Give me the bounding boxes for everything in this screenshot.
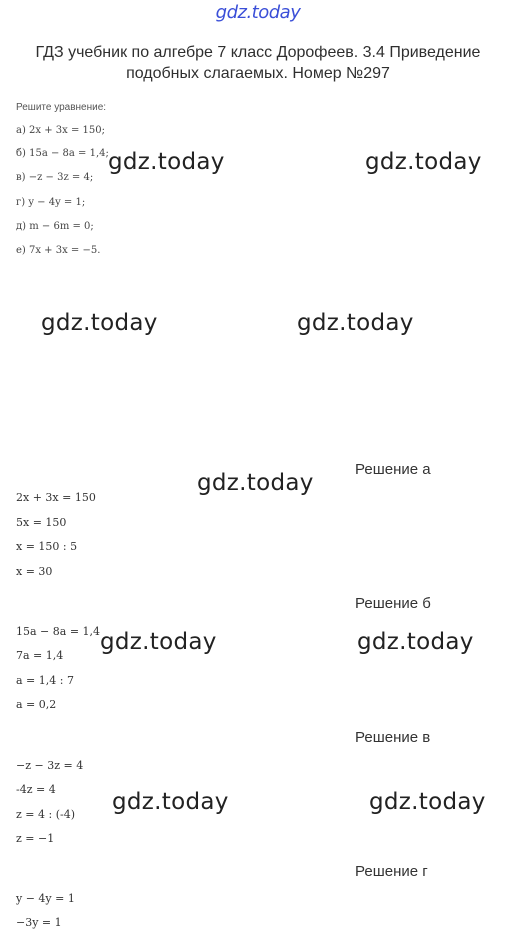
solution-v-line: z = 4 : (-4): [16, 808, 76, 821]
solution-g-line: y − 4y = 1: [16, 892, 75, 905]
solution-b-line: a = 0,2: [16, 698, 57, 711]
watermark: gdz.today: [108, 149, 225, 175]
watermark: gdz.today: [357, 629, 474, 655]
solution-header-g: Решение г: [355, 863, 428, 880]
task-intro: Решите уравнение:: [16, 102, 107, 113]
watermark: gdz.today: [197, 470, 314, 496]
solution-a-line: 5x = 150: [16, 516, 67, 529]
task-item-v: в) −z − 3z = 4;: [16, 172, 94, 183]
solution-g-line: −3y = 1: [16, 916, 62, 929]
task-item-a: а) 2x + 3x = 150;: [16, 125, 105, 136]
watermark: gdz.today: [365, 149, 482, 175]
task-item-b: б) 15a − 8a = 1,4;: [16, 148, 109, 159]
solution-b-line: a = 1,4 : 7: [16, 674, 74, 687]
solution-header-v: Решение в: [355, 729, 431, 746]
solution-v-line: -4z = 4: [16, 783, 56, 796]
solution-header-a: Решение а: [355, 461, 431, 478]
watermark: gdz.today: [297, 310, 414, 336]
task-item-g: г) y − 4y = 1;: [16, 197, 86, 208]
page-title: ГДЗ учебник по алгебре 7 класс Дорофеев. 3.4 Приведение подобных слагаемых. Номер №297: [35, 44, 481, 82]
solution-b-line: 7a = 1,4: [16, 649, 64, 662]
task-item-d: д) m − 6m = 0;: [16, 221, 94, 232]
watermark: gdz.today: [100, 629, 217, 655]
site-logo[interactable]: gdz.today: [215, 2, 301, 23]
watermark: gdz.today: [369, 789, 486, 815]
solution-b-line: 15a − 8a = 1,4: [16, 625, 101, 638]
solution-v-line: −z − 3z = 4: [16, 759, 84, 772]
solution-a-line: x = 150 : 5: [16, 540, 78, 553]
solution-a-line: 2x + 3x = 150: [16, 491, 96, 504]
solution-a-line: x = 30: [16, 565, 53, 578]
solution-header-b: Решение б: [355, 595, 431, 612]
task-item-e: е) 7x + 3x = −5.: [16, 245, 101, 256]
watermark: gdz.today: [112, 789, 229, 815]
solution-v-line: z = −1: [16, 832, 55, 845]
watermark: gdz.today: [41, 310, 158, 336]
